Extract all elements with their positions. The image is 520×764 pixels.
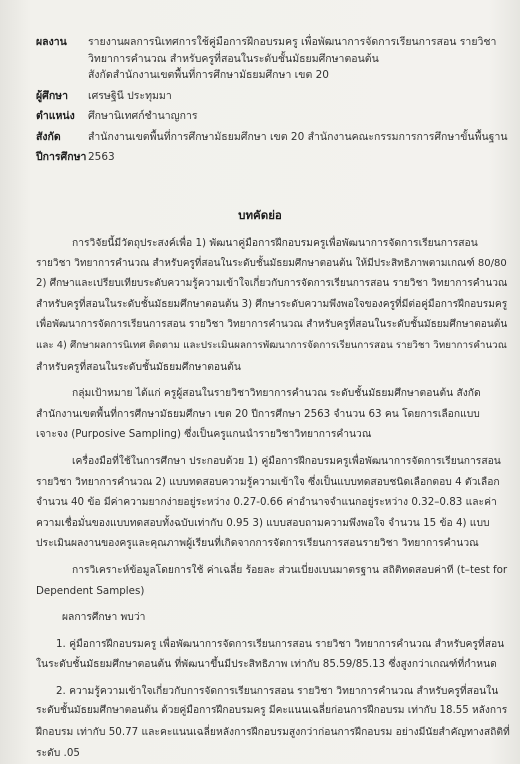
paragraph-line: จำนวน 40 ข้อ มีค่าความยากง่ายอยู่ระหว่าง 0.27-0.66 ค่าอำนาจจำแนกอยู่ระหว่าง 0.32–0.83 และค่า xyxy=(36,496,497,509)
info-label: ผู้ศึกษา xyxy=(36,89,68,102)
info-value-line: ศึกษานิเทศก์ชำนาญการ xyxy=(88,110,198,122)
paragraph-line: ความเชื่อมั่นของแบบทดสอบทั้งฉบับเท่ากับ 0.95 3) แบบสอบถามความพึงพอใจ จำนวน 15 ข้อ 4) แบบ xyxy=(36,516,490,529)
info-value xyxy=(88,149,506,166)
paragraph-line: และ 4) ศึกษาผลการนิเทศ ติดตาม และประเมินผลการพัฒนาการจัดการเรียนการสอน รายวิชา วิทยาการคำนวณ xyxy=(36,339,507,351)
abstract-paragraph xyxy=(36,560,510,601)
info-label: ปีการศึกษา xyxy=(36,151,87,163)
abstract-body xyxy=(36,233,510,763)
abstract-paragraph xyxy=(36,634,510,675)
info-value-line: สังกัดสำนักงานเขตพื้นที่การศึกษามัธยมศึกษา เขต 20 xyxy=(88,69,329,81)
paragraph-line: 2) ศึกษาและเปรียบเทียบระดับความรู้ความเข้าใจเกี่ยวกับการจัดการเรียนการสอน รายวิชา วิทยาการคำนวณ xyxy=(36,278,508,290)
info-label: ตำแหน่ง xyxy=(36,110,75,122)
paragraph-line: สำนักงานเขตพื้นที่การศึกษามัธยมศึกษา เขต 20 ปีการศึกษา 2563 จำนวน 63 คน โดยการเลือกแบบ xyxy=(36,407,480,420)
paragraph-line: การวิเคราะห์ข้อมูลโดยการใช้ ค่าเฉลี่ย ร้อยละ ส่วนเบี่ยงเบนมาตรฐาน สถิติทดสอบค่าที (t–test for xyxy=(72,563,508,576)
paragraph-line: เครื่องมือที่ใช้ในการศึกษา ประกอบด้วย 1) คู่มือการฝึกอบรมครูเพื่อพัฒนาการจัดการเรียนการสอน xyxy=(72,454,501,467)
abstract-paragraph xyxy=(36,607,510,628)
info-value-line: 2563 xyxy=(88,151,115,163)
info-row xyxy=(36,88,506,105)
paragraph-line: รายวิชา วิทยาการคำนวณ 2) แบบทดสอบความรู้ความเข้าใจ ซึ่งเป็นแบบทดสอบชนิดเลือกตอบ 4 ตัวเลือก xyxy=(36,475,500,488)
abstract-paragraph xyxy=(36,681,510,763)
paragraph-line: ประเมินผลงานของครูและคุณภาพผู้เรียนที่เกิดจากการจัดการเรียนการสอนรายวิชา วิทยาการคำนวณ xyxy=(36,537,479,550)
info-value xyxy=(88,129,508,146)
info-row xyxy=(36,149,506,166)
paragraph-line: Dependent Samples) xyxy=(36,584,145,597)
info-value-line: เศรษฐินี ประทุมมา xyxy=(88,89,172,102)
abstract-paragraph xyxy=(36,383,510,445)
paragraph-line: รายวิชา วิทยาการคำนวณ สำหรับครูที่สอนในระดับชั้นมัธยมศึกษาตอนต้น ให้มีประสิทธิภาพตามเกณฑ์ 80/80 xyxy=(36,257,507,269)
paragraph-line: สำหรับครูที่สอนในระดับชั้นมัธยมศึกษาตอนต้น xyxy=(36,360,241,373)
paragraph-line: ระดับชั้นมัธยมศึกษาตอนต้น ด้วยคู่มือการฝึกอบรมครู มีคะแนนเฉลี่ยก่อนการฝึกอบรม เท่ากับ 18.55 หลังการ xyxy=(36,705,508,717)
paragraph-line: 2. ความรู้ความเข้าใจเกี่ยวกับการจัดการเรียนการสอน รายวิชา วิทยาการคำนวณ สำหรับครูที่สอนใน xyxy=(56,684,499,697)
paragraph-line: การวิจัยนี้มีวัตถุประสงค์เพื่อ 1) พัฒนาคู่มือการฝึกอบรมครูเพื่อพัฒนาการจัดการเรียนการสอน xyxy=(72,237,478,249)
paragraph-line: 1. คู่มือการฝึกอบรมครู เพื่อพัฒนาการจัดการเรียนการสอน รายวิชา วิทยาการคำนวณ สำหรับครูที่สอน xyxy=(56,637,505,650)
paragraph-line: ระดับ .05 xyxy=(36,746,80,759)
info-row xyxy=(36,108,506,125)
abstract-title: บทคัดย่อ xyxy=(238,208,282,222)
paragraph-line: เพื่อพัฒนาการจัดการเรียนการสอน รายวิชา วิทยาการคำนวณ สำหรับครูที่สอนในระดับชั้นมัธยมศึกษาตอนต้น xyxy=(36,319,508,331)
info-row xyxy=(36,34,506,84)
abstract-paragraph xyxy=(36,233,510,377)
paragraph-line: สำหรับครูที่สอนในระดับชั้นมัธยมศึกษาตอนต้น 3) ศึกษาระดับความพึงพอใจของครูที่มีต่อคู่มือการฝึกอบรมครู xyxy=(36,298,508,310)
info-value-line: รายงานผลการนิเทศการใช้คู่มือการฝึกอบรมครู เพื่อพัฒนาการจัดการเรียนการสอน รายวิชา xyxy=(88,36,497,48)
paragraph-line: ฝึกอบรม เท่ากับ 50.77 และคะแนนเฉลี่ยหลังการฝึกอบรมสูงกว่าก่อนการฝึกอบรม อย่างมีนัยสำคัญทางสถิติที่ xyxy=(36,726,510,739)
info-label: ผลงาน xyxy=(36,36,67,48)
info-value xyxy=(88,88,506,105)
info-value xyxy=(88,34,506,84)
paragraph-line: กลุ่มเป้าหมาย ได้แก่ ครูผู้สอนในรายวิชาวิทยาการคำนวณ ระดับชั้นมัธยมศึกษาตอนต้น สังกัด xyxy=(72,387,481,400)
info-label: สังกัด xyxy=(36,130,61,143)
info-row xyxy=(36,129,506,146)
abstract-paragraph xyxy=(36,451,510,554)
paragraph-line: เจาะจง (Purposive Sampling) ซึ่งเป็นครูแกนนำรายวิชาวิทยาการคำนวณ xyxy=(36,428,372,441)
research-info-block xyxy=(36,34,506,166)
info-value-line: วิทยาการคำนวณ สำหรับครูที่สอนในระดับชั้นมัธยมศึกษาตอนต้น xyxy=(88,52,379,65)
info-value-line: สำนักงานเขตพื้นที่การศึกษามัธยมศึกษา เขต 20 สำนักงานคณะกรรมการการศึกษาขั้นพื้นฐาน xyxy=(88,130,508,143)
paragraph-line: ในระดับชั้นมัธยมศึกษาตอนต้น ที่พัฒนาขึ้นมีประสิทธิภาพ เท่ากับ 85.59/85.13 ซึ่งสูงกว่าเกณฑ์ที่กำหนด xyxy=(36,658,497,671)
paragraph-line: ผลการศึกษา พบว่า xyxy=(62,611,146,624)
info-value xyxy=(88,108,506,125)
